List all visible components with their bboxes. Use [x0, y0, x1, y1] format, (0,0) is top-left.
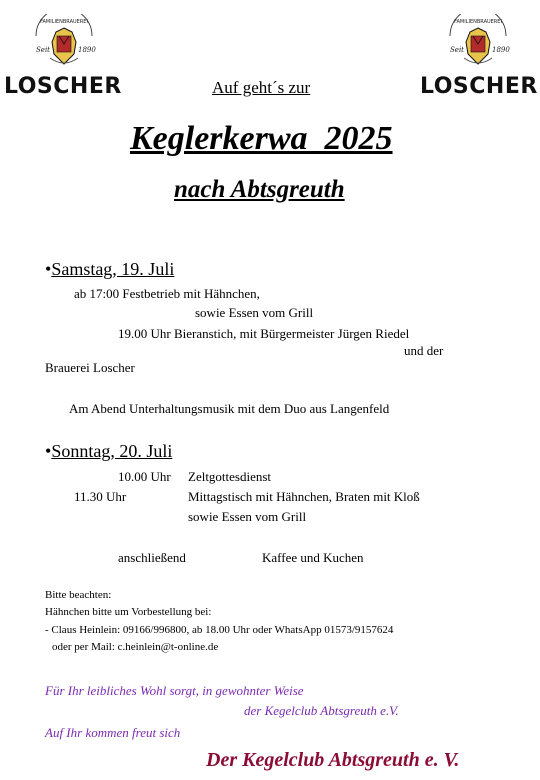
notes-line: Bitte beachten:: [45, 589, 112, 601]
svg-text:1890: 1890: [492, 46, 510, 54]
closing-line: der Kegelclub Abtsgreuth e.V.: [244, 703, 399, 718]
svg-text:Seit: Seit: [450, 46, 464, 54]
sunday-time: anschließend: [118, 550, 186, 565]
notes-line: - Claus Heinlein: 09166/996800, ab 18.00 Uhr oder WhatsApp 01573/9157624: [45, 624, 394, 636]
sunday-event: Zeltgottesdienst: [188, 469, 272, 484]
brand-name: LOSCHER: [4, 74, 122, 99]
closing-line: Auf Ihr kommen freut sich: [45, 725, 181, 740]
notes-line: oder per Mail: c.heinlein@t-online.de: [52, 641, 219, 653]
saturday-heading: [45, 259, 174, 280]
sunday-event: sowie Essen vom Grill: [188, 509, 307, 524]
sunday-event: Kaffee und Kuchen: [262, 550, 364, 565]
bullet: •: [45, 259, 52, 279]
svg-text:FAMILIENBRAUEREI: FAMILIENBRAUEREI: [40, 19, 88, 25]
saturday-line: sowie Essen vom Grill: [195, 305, 314, 320]
signature: Der Kegelclub Abtsgreuth e. V.: [206, 749, 460, 771]
page-subtitle: nach Abtsgreuth: [174, 176, 345, 203]
svg-text:FAMILIENBRAUEREI: FAMILIENBRAUEREI: [454, 19, 502, 25]
brand-name: LOSCHER: [420, 74, 538, 99]
intro-line: Auf geht´s zur: [212, 78, 311, 97]
page-title: Keglerkerwa 2025: [130, 120, 393, 157]
brewery-crest-icon: [438, 14, 518, 76]
brewery-crest-icon: [24, 14, 104, 76]
saturday-line: 19.00 Uhr Bieranstich, mit Bürgermeister Jürgen Riedel: [118, 326, 410, 341]
sunday-time: 11.30 Uhr: [74, 489, 127, 504]
svg-text:Seit: Seit: [36, 46, 50, 54]
saturday-line: und der: [404, 343, 444, 358]
sunday-event: Mittagstisch mit Hähnchen, Braten mit Kloß: [188, 489, 420, 504]
saturday-heading-text: Samstag, 19. Juli: [51, 259, 175, 279]
saturday-line: ab 17:00 Festbetrieb mit Hähnchen,: [74, 286, 260, 301]
sunday-time: 10.00 Uhr: [118, 469, 171, 484]
loscher-logo-left: [4, 14, 134, 104]
sunday-heading-text: Sonntag, 20. Juli: [51, 441, 173, 461]
svg-text:1890: 1890: [78, 46, 96, 54]
loscher-logo-right: [418, 14, 540, 104]
saturday-line: Brauerei Loscher: [45, 360, 135, 375]
saturday-line: Am Abend Unterhaltungsmusik mit dem Duo aus Langenfeld: [69, 401, 390, 416]
sunday-heading: [45, 441, 172, 462]
notes-line: Hähnchen bitte um Vorbestellung bei:: [45, 606, 212, 618]
bullet: •: [45, 441, 52, 461]
closing-line: Für Ihr leibliches Wohl sorgt, in gewohnter Weise: [45, 683, 304, 698]
